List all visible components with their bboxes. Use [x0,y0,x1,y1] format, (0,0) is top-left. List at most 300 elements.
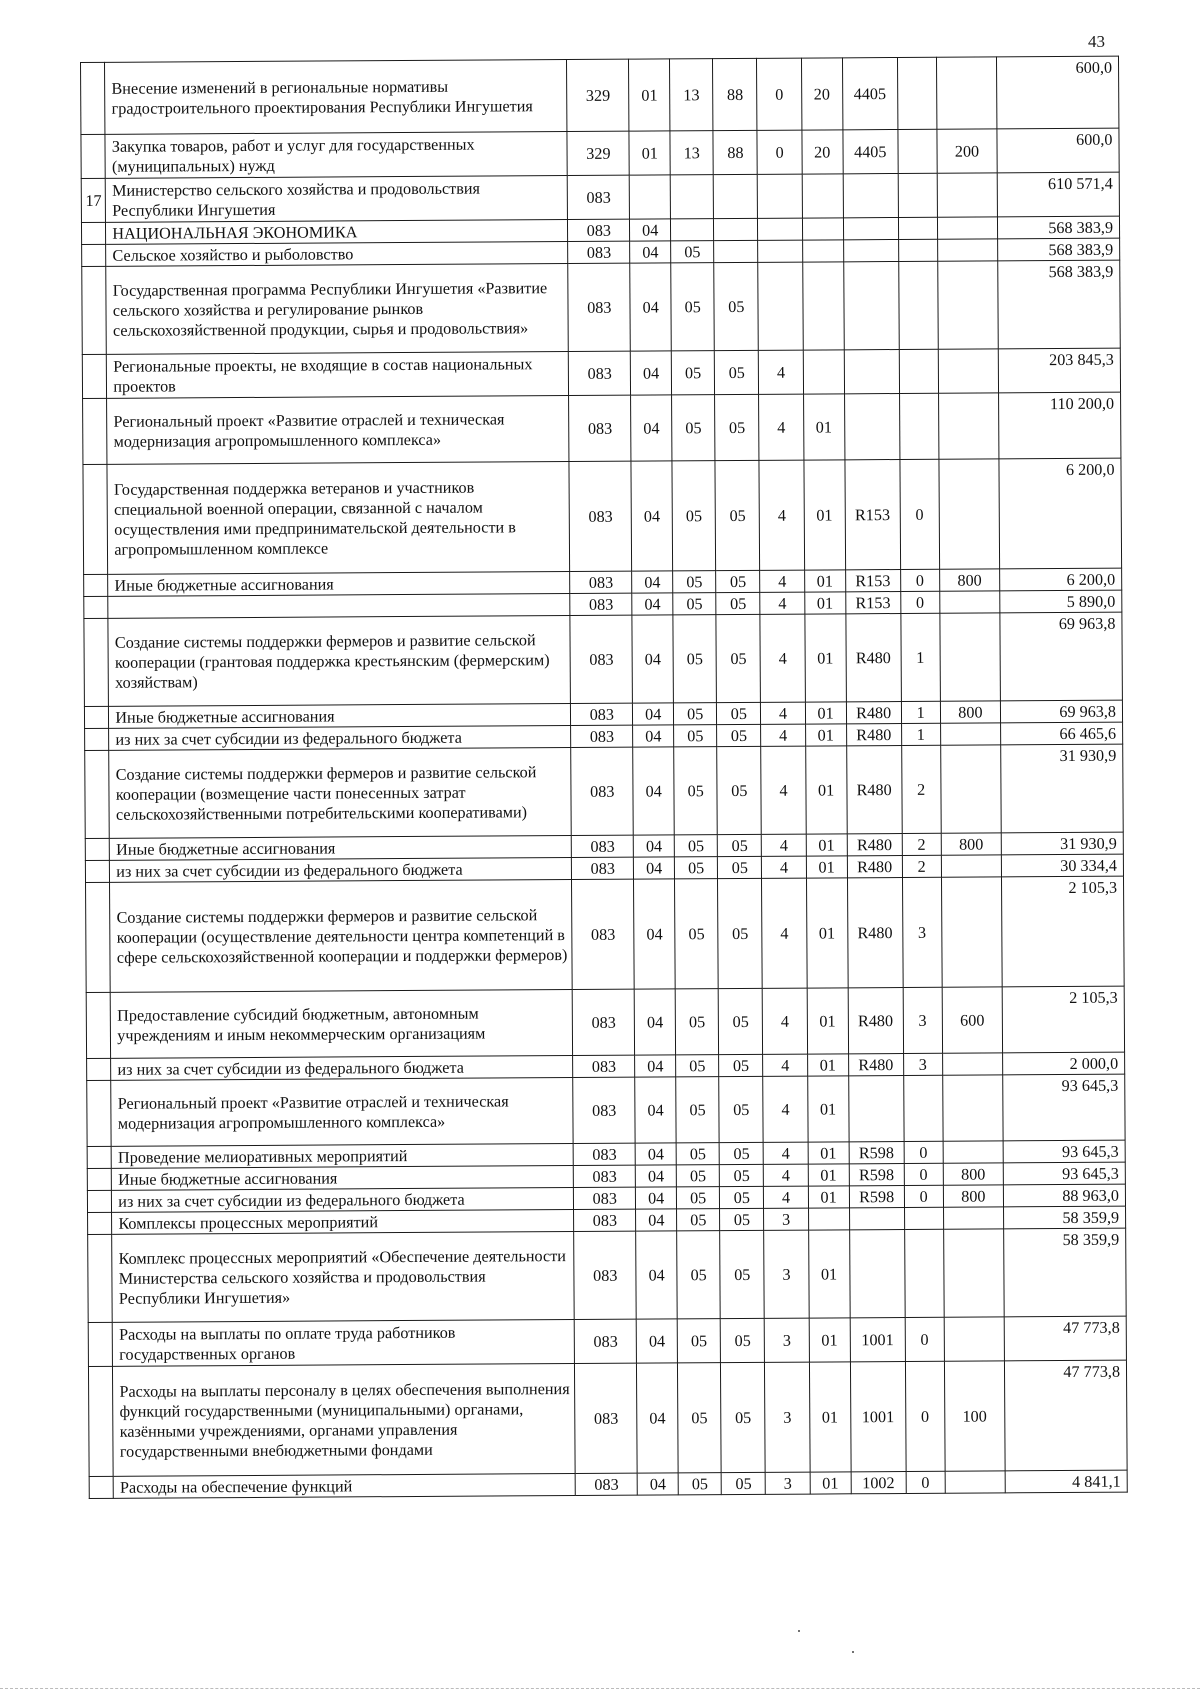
cell-name: из них за счет субсидии из федерального бюджета [109,726,571,751]
cell-cs3: 01 [810,1472,851,1494]
cell-cs2: 3 [764,1230,809,1318]
cell-cs4: R480 [848,1053,903,1075]
cell-rz: 04 [637,1473,678,1495]
scan-speck [798,1630,800,1632]
cell-cs2 [758,218,802,240]
cell-pr: 05 [676,1055,719,1077]
cell-name: Иные бюджетные ассигнования [109,704,571,729]
cell-no [82,266,107,354]
cell-cs1: 88 [713,130,757,174]
cell-cs1: 05 [715,394,760,460]
cell-cs3: 20 [801,58,842,130]
cell-cs5: 2 [902,745,941,833]
cell-pr: 05 [674,835,717,857]
cell-grbs: 083 [571,725,633,747]
cell-grbs: 083 [568,241,630,263]
cell-cs1: 05 [721,1362,766,1472]
cell-amount: 88 963,0 [1004,1184,1126,1207]
cell-no [86,992,111,1058]
cell-cs2: 4 [760,592,804,614]
cell-vr [937,173,998,217]
cell-amount: 31 930,9 [1002,832,1124,855]
cell-pr: 05 [677,1187,720,1209]
cell-name: Региональный проект «Развитие отраслей и техническая модернизация агропромышленного комплекса» [107,396,569,465]
cell-cs2: 4 [762,856,806,878]
cell-cs4: R480 [847,855,902,877]
cell-cs2: 3 [765,1318,809,1362]
cell-cs5: 0 [905,1361,944,1471]
cell-vr: 100 [944,1361,1005,1471]
cell-amount: 5 890,0 [1000,590,1122,613]
cell-grbs: 083 [568,175,630,219]
cell-cs3: 01 [807,988,848,1054]
cell-cs5 [897,57,936,129]
cell-pr: 13 [670,59,714,131]
cell-cs1: 88 [713,58,758,130]
cell-amount: 47 773,8 [1004,1316,1126,1361]
cell-rz: 04 [634,989,675,1055]
cell-pr: 05 [677,1209,720,1231]
cell-cs5 [899,349,938,393]
cell-no [83,464,108,574]
cell-cs4: R480 [848,987,904,1053]
cell-cs2: 4 [763,1076,808,1142]
cell-pr: 05 [673,593,716,615]
cell-pr: 05 [674,703,717,725]
cell-cs4 [849,1229,905,1317]
table-body [81,56,1128,1498]
cell-cs3: 01 [805,702,846,724]
page-number: 43 [1088,32,1105,51]
cell-cs5: 1 [901,701,940,723]
cell-cs3: 01 [805,746,846,834]
cell-rz: 04 [631,351,672,395]
cell-vr [936,57,997,129]
cell-cs5: 0 [906,1471,945,1493]
cell-cs3 [802,240,843,262]
table-row [83,458,1122,574]
cell-amount: 93 645,3 [1003,1074,1125,1141]
table-row [87,1074,1125,1146]
cell-vr: 800 [943,1185,1004,1207]
cell-cs1: 05 [720,1208,764,1230]
cell-rz: 04 [631,395,672,461]
cell-amount: 58 359,9 [1004,1228,1126,1317]
table-row [81,172,1119,222]
cell-cs2: 4 [764,1186,808,1208]
cell-cs5: 3 [903,987,942,1053]
cell-cs3: 01 [806,878,848,988]
cell-cs1: 05 [718,878,763,988]
cell-cs2: 4 [762,834,806,856]
cell-amount: 110 200,0 [999,392,1121,459]
cell-cs1: 05 [719,1054,763,1076]
cell-rz: 04 [635,1143,676,1165]
cell-cs1: 05 [716,592,760,614]
cell-cs2 [758,174,802,218]
cell-vr [938,349,999,393]
cell-cs4: R598 [849,1185,904,1207]
cell-no [88,1366,113,1476]
cell-cs2: 0 [757,58,802,130]
cell-amount: 69 963,8 [1001,700,1123,723]
cell-rz: 01 [629,131,670,175]
cell-name: Создание системы поддержки фермеров и развитие сельской кооперации (грантовая поддержка крестьянским (фермерским) хозяйствам) [108,616,571,707]
cell-pr: 05 [672,395,716,461]
cell-cs5: 3 [903,1053,942,1075]
cell-cs2 [758,240,802,262]
cell-vr [939,613,1000,701]
cell-vr [937,217,998,239]
cell-grbs: 083 [568,263,630,351]
cell-pr: 05 [676,1165,719,1187]
cell-cs1: 05 [714,262,759,350]
cell-grbs: 083 [573,1077,635,1143]
cell-rz: 04 [635,1055,676,1077]
cell-pr [671,219,714,241]
cell-cs4 [843,240,898,262]
cell-pr: 13 [670,131,713,175]
cell-cs5 [899,261,938,349]
cell-no [84,596,108,618]
cell-amount: 30 334,4 [1002,854,1124,877]
cell-cs2 [758,262,803,350]
cell-cs4: R153 [845,569,900,591]
table-row [86,986,1124,1058]
cell-no [84,706,108,728]
cell-cs5: 0 [900,459,939,569]
scan-edge [0,1688,1200,1689]
table-row [88,1228,1127,1322]
cell-cs4 [844,394,900,460]
cell-cs2: 4 [760,614,805,702]
cell-cs3: 01 [806,834,847,856]
cell-rz: 04 [636,1209,677,1231]
cell-grbs: 083 [572,835,634,857]
cell-cs2: 3 [766,1472,810,1494]
cell-no [81,222,105,244]
cell-grbs: 083 [570,571,632,593]
cell-cs5: 0 [901,591,940,613]
cell-name: Расходы на обеспечение функций [113,1473,575,1498]
cell-rz: 04 [637,1363,679,1473]
table-row [85,744,1124,838]
cell-cs5: 1 [901,723,940,745]
cell-vr [944,1317,1005,1361]
cell-name: Проведение мелиоративных мероприятий [111,1144,573,1169]
cell-no [84,618,109,706]
table-row [88,1316,1126,1366]
cell-cs1 [714,240,758,262]
cell-cs5: 0 [900,569,939,591]
cell-no [88,1212,112,1234]
cell-no [89,1476,113,1498]
cell-cs4: R480 [845,613,901,701]
cell-name: Расходы на выплаты по оплате труда работников государственных органов [113,1320,575,1367]
cell-pr: 05 [677,1319,720,1363]
cell-name: Закупка товаров, работ и услуг для государственных (муниципальных) нужд [105,132,567,179]
cell-cs1: 05 [719,1142,763,1164]
table-row [88,1360,1127,1476]
cell-grbs: 083 [570,615,632,703]
cell-cs1: 05 [715,460,760,570]
cell-cs3: 01 [807,1054,848,1076]
cell-no [81,62,106,134]
cell-cs5 [904,1075,943,1141]
cell-cs3: 01 [807,1076,848,1142]
cell-vr [945,1471,1006,1493]
cell-grbs: 083 [571,703,633,725]
cell-rz: 04 [635,1077,676,1143]
cell-cs3: 01 [804,460,846,570]
cell-cs1 [714,218,758,240]
cell-rz: 04 [631,461,673,571]
cell-cs5: 2 [902,833,941,855]
cell-cs3 [802,218,843,240]
cell-grbs: 329 [567,59,629,131]
cell-cs5: 1 [901,613,940,701]
cell-cs4: R153 [845,591,900,613]
table-row [82,348,1120,398]
cell-cs3: 01 [806,856,847,878]
cell-vr [940,723,1001,745]
cell-no [82,244,106,266]
cell-amount: 66 465,6 [1001,722,1123,745]
cell-name: Государственная программа Республики Ингушетия «Развитие сельского хозяйства и регулирование рынков сельскохозяйственной продукции, сырья и продовольствия» [106,264,569,355]
cell-pr: 05 [675,857,718,879]
cell-cs5: 0 [904,1185,943,1207]
cell-cs3: 01 [804,570,845,592]
cell-amount: 31 930,9 [1001,744,1123,833]
cell-cs2: 4 [759,460,804,570]
cell-amount: 600,0 [997,128,1119,173]
cell-cs1: 05 [715,350,759,394]
cell-vr: 800 [940,701,1001,723]
cell-rz: 04 [630,241,671,263]
cell-no [87,1146,111,1168]
cell-vr: 800 [941,833,1002,855]
cell-cs5: 2 [902,855,941,877]
cell-cs3: 01 [808,1142,849,1164]
cell-grbs: 083 [575,1363,638,1473]
cell-name: Министерство сельского хозяйства и продовольствия Республики Ингушетия [106,176,568,223]
cell-cs4 [843,174,899,218]
cell-rz: 04 [630,263,671,351]
cell-name: Внесение изменений в региональные нормативы градостроительного проектирования Республики Ингушетия [105,60,567,135]
cell-cs3: 01 [803,394,844,460]
cell-cs1: 05 [721,1472,765,1494]
cell-amount: 47 773,8 [1005,1360,1127,1471]
cell-no [86,882,111,992]
cell-cs2: 4 [760,570,804,592]
cell-cs1: 05 [720,1230,765,1318]
cell-vr [943,1207,1004,1229]
cell-grbs: 083 [574,1187,636,1209]
budget-table [80,56,1128,1499]
cell-name: Комплекс процессных мероприятий «Обеспечение деятельности Министерства сельского хозяйства и продовольствия Республики Ингушетия» [112,1232,575,1323]
cell-pr: 05 [671,351,714,395]
cell-vr [941,855,1002,877]
cell-cs1: 05 [719,1076,764,1142]
cell-amount: 4 841,1 [1005,1470,1127,1493]
cell-pr: 05 [671,263,715,351]
cell-cs1: 05 [720,1318,764,1362]
cell-vr [937,239,998,261]
cell-amount: 2 000,0 [1003,1052,1125,1075]
cell-rz: 04 [633,747,674,835]
cell-cs3 [808,1208,849,1230]
cell-cs4: R480 [846,701,901,723]
cell-amount: 568 383,9 [998,260,1120,349]
cell-cs1: 05 [717,724,761,746]
cell-pr: 05 [671,241,714,263]
cell-cs4: 4405 [842,58,898,130]
cell-cs2: 4 [762,878,807,988]
cell-cs4: R480 [846,723,901,745]
cell-amount: 568 383,9 [998,216,1120,239]
cell-cs3 [802,262,843,350]
cell-rz: 04 [632,615,673,703]
cell-vr [943,1229,1004,1317]
cell-grbs: 083 [568,219,630,241]
cell-vr [942,1053,1003,1075]
cell-vr: 800 [943,1163,1004,1185]
cell-cs2: 4 [763,1054,807,1076]
cell-grbs: 083 [574,1165,636,1187]
cell-cs2: 3 [764,1208,808,1230]
cell-cs5 [899,393,938,459]
cell-vr [938,459,999,569]
cell-cs3 [802,174,843,218]
cell-vr [938,393,999,459]
cell-pr: 05 [675,989,719,1055]
cell-no [81,134,106,178]
cell-cs4: R480 [847,877,903,987]
cell-grbs: 083 [574,1209,636,1231]
cell-no [85,750,110,838]
cell-grbs: 083 [573,989,635,1055]
cell-amount: 6 200,0 [1000,568,1122,591]
cell-cs3: 01 [808,1186,849,1208]
cell-no [83,398,108,464]
cell-pr: 05 [674,747,718,835]
cell-name: Иные бюджетные ассигнования [110,836,572,861]
table-row [81,56,1119,134]
cell-no [85,860,109,882]
cell-no: 17 [81,178,106,222]
cell-cs4: 4405 [842,130,898,174]
cell-name: из них за счет субсидии из федерального бюджета [111,1056,573,1081]
cell-cs5: 0 [904,1163,943,1185]
cell-name: Региональный проект «Развитие отраслей и техническая модернизация агропромышленного комплекса» [111,1078,573,1147]
cell-cs2: 4 [764,1142,808,1164]
cell-cs5 [898,217,937,239]
cell-amount: 93 645,3 [1004,1162,1126,1185]
cell-cs3: 20 [802,130,843,174]
cell-cs4 [849,1207,904,1229]
cell-amount: 203 845,3 [999,348,1121,393]
cell-cs4: R153 [845,459,901,569]
cell-rz: 01 [629,59,670,131]
cell-amount: 568 383,9 [998,238,1120,261]
cell-cs2: 4 [759,394,804,460]
cell-vr [941,877,1002,987]
cell-cs4: 1001 [850,1361,906,1471]
cell-cs2: 4 [763,988,808,1054]
cell-cs1: 05 [718,988,763,1054]
cell-pr: 05 [672,461,716,571]
cell-grbs: 083 [572,879,635,989]
cell-cs4 [844,350,900,394]
cell-pr: 05 [676,1077,720,1143]
cell-pr: 05 [678,1363,722,1473]
cell-cs4 [843,262,899,350]
cell-cs4: 1002 [851,1471,906,1493]
cell-cs5 [898,239,937,261]
cell-name: Расходы на выплаты персоналу в целях обеспечения выполнения функций государственными (муниципальными) органами, казёнными учреждениями, органами управления государственными внебюджетными фондами [113,1364,576,1477]
cell-vr: 200 [936,129,997,173]
cell-cs5 [904,1207,943,1229]
cell-amount: 2 105,3 [1002,986,1124,1053]
cell-pr: 05 [675,879,719,989]
cell-vr [939,591,1000,613]
cell-cs5: 0 [904,1141,943,1163]
cell-grbs: 083 [569,395,631,461]
cell-cs3: 01 [808,1230,849,1318]
cell-grbs: 083 [575,1319,637,1363]
cell-name: НАЦИОНАЛЬНАЯ ЭКОНОМИКА [106,220,568,245]
cell-cs2: 4 [761,724,805,746]
cell-cs3: 01 [805,614,846,702]
cell-rz: 04 [633,725,674,747]
cell-cs2: 4 [761,702,805,724]
cell-no [87,1080,112,1146]
cell-name [108,594,570,619]
cell-cs4 [848,1075,904,1141]
cell-pr [670,175,713,219]
cell-no [88,1234,113,1322]
cell-amount: 610 571,4 [998,172,1120,217]
cell-pr: 05 [674,725,717,747]
cell-grbs: 083 [576,1473,638,1495]
cell-cs3: 01 [809,1362,851,1472]
cell-amount: 6 200,0 [999,458,1121,569]
cell-rz: 04 [632,571,673,593]
cell-name: Создание системы поддержки фермеров и развитие сельской кооперации (возмещение части понесенных затрат сельскохозяйственными потребительскими кооперативами) [109,748,572,839]
cell-cs5 [898,173,937,217]
cell-cs4 [843,218,898,240]
cell-cs1: 05 [720,1164,764,1186]
cell-name: Предоставление субсидий бюджетным, автономным учреждениям и иным некоммерческим организациям [110,990,572,1059]
cell-cs3 [803,350,844,394]
cell-cs1: 05 [716,570,760,592]
cell-cs4: R598 [849,1141,904,1163]
cell-rz: 04 [636,1165,677,1187]
cell-cs3: 01 [805,724,846,746]
cell-no [82,354,107,398]
cell-grbs: 083 [573,1055,635,1077]
cell-cs5 [898,129,937,173]
cell-vr: 800 [939,569,1000,591]
cell-vr [940,745,1001,833]
cell-cs1: 05 [720,1186,764,1208]
cell-cs5: 3 [902,877,941,987]
cell-name: Иные бюджетные ассигнования [112,1166,574,1191]
cell-vr: 600 [942,987,1003,1053]
cell-cs1: 05 [718,856,762,878]
cell-no [85,728,109,750]
cell-no [87,1190,111,1212]
